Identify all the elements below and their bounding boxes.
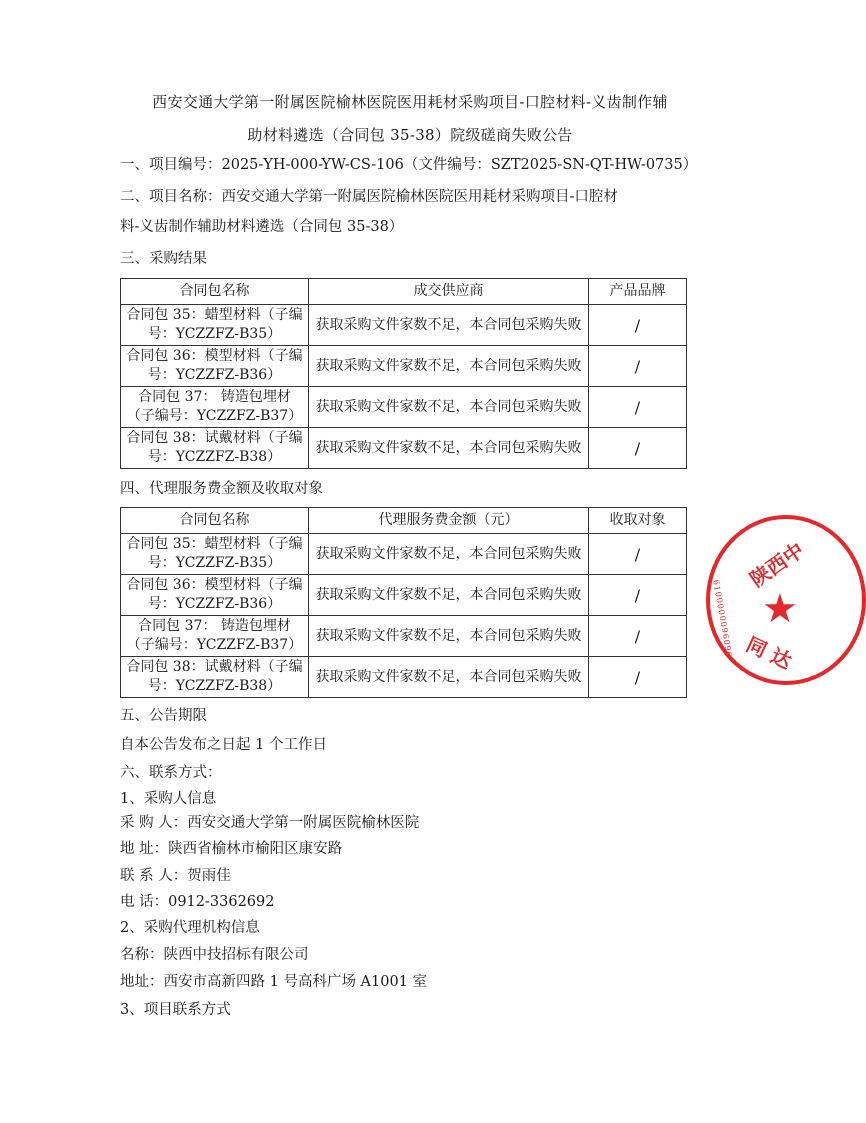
brand-cell: / — [589, 387, 687, 428]
results-table — [120, 278, 687, 469]
supplier-cell: 获取采购文件家数不足，本合同包采购失败 — [309, 305, 589, 346]
fee-cell: 获取采购文件家数不足，本合同包采购失败 — [309, 575, 589, 616]
supplier-cell: 获取采购文件家数不足，本合同包采购失败 — [309, 387, 589, 428]
seal-bottom-text: 同 达 — [742, 632, 796, 674]
payer-cell: / — [589, 534, 687, 575]
fee-cell: 获取采购文件家数不足，本合同包采购失败 — [309, 616, 589, 657]
notice-period: 自本公告发布之日起 1 个工作日 — [120, 737, 327, 753]
header-supplier: 成交供应商 — [309, 279, 589, 305]
package-cell: 合同包 38：试戴材料（子编号：YCZZFZ-B38） — [121, 657, 309, 698]
project-name-line-2: 料-义齿制作辅助材料遴选（合同包 35-38） — [120, 219, 404, 235]
header-package: 合同包名称 — [121, 279, 309, 305]
package-cell: 合同包 35：蜡型材料（子编号：YCZZFZ-B35） — [121, 305, 309, 346]
agency-address: 地址：西安市高新四路 1 号高科广场 A1001 室 — [120, 974, 428, 990]
header-brand: 产品品牌 — [589, 279, 687, 305]
header-payer: 收取对象 — [589, 508, 687, 534]
project-name-line-1: 二、项目名称：西安交通大学第一附属医院榆林医院医用耗材采购项目-口腔材 — [120, 189, 618, 205]
agency-name: 名称：陕西中技招标有限公司 — [120, 947, 309, 963]
table-row — [121, 428, 687, 469]
section-heading-results: 三、采购结果 — [120, 251, 207, 267]
payer-cell: / — [589, 575, 687, 616]
table-header-row — [121, 508, 687, 534]
section-heading-period: 五、公告期限 — [120, 708, 207, 724]
package-cell: 合同包 36：模型材料（子编号：YCZZFZ-B36） — [121, 575, 309, 616]
package-cell: 合同包 38：试戴材料（子编号：YCZZFZ-B38） — [121, 428, 309, 469]
section-heading-contact: 六、联系方式： — [120, 765, 222, 781]
fee-cell: 获取采购文件家数不足，本合同包采购失败 — [309, 657, 589, 698]
supplier-cell: 获取采购文件家数不足，本合同包采购失败 — [309, 346, 589, 387]
fee-cell: 获取采购文件家数不足，本合同包采购失败 — [309, 534, 589, 575]
payer-cell: / — [589, 657, 687, 698]
notice-title — [120, 86, 700, 152]
header-package: 合同包名称 — [121, 508, 309, 534]
buyer-info-heading: 1、采购人信息 — [120, 791, 217, 807]
section-heading-fees: 四、代理服务费金额及收取对象 — [120, 481, 323, 497]
payer-cell: / — [589, 616, 687, 657]
table-row — [121, 657, 687, 698]
project-number: 一、项目编号：2025-YH-000-YW-CS-106（文件编号：SZT2025-SN-QT-HW-0735） — [120, 157, 698, 173]
table-row — [121, 575, 687, 616]
seal-code-text: 6100000096096 — [711, 579, 734, 659]
agency-info-heading: 2、采购代理机构信息 — [120, 920, 260, 936]
brand-cell: / — [589, 346, 687, 387]
package-cell: 合同包 36：模型材料（子编号：YCZZFZ-B36） — [121, 346, 309, 387]
official-seal-stamp — [706, 515, 866, 685]
fees-table — [120, 507, 687, 698]
buyer-contact-person: 联 系 人：贺雨佳 — [120, 868, 231, 884]
table-header-row — [121, 279, 687, 305]
project-contact-heading: 3、项目联系方式 — [120, 1002, 231, 1018]
supplier-cell: 获取采购文件家数不足，本合同包采购失败 — [309, 428, 589, 469]
brand-cell: / — [589, 428, 687, 469]
package-cell: 合同包 35：蜡型材料（子编号：YCZZFZ-B35） — [121, 534, 309, 575]
buyer-name: 采 购 人：西安交通大学第一附属医院榆林医院 — [120, 815, 420, 831]
seal-top-text: 陕西中 — [745, 537, 809, 592]
buyer-address: 地 址：陕西省榆林市榆阳区康安路 — [120, 841, 343, 857]
table-row — [121, 305, 687, 346]
table-row — [121, 616, 687, 657]
table-row — [121, 387, 687, 428]
brand-cell: / — [589, 305, 687, 346]
header-fee: 代理服务费金额（元） — [309, 508, 589, 534]
title-line-2: 助材料遴选（合同包 35-38）院级磋商失败公告 — [247, 126, 573, 144]
seal-star-icon: ★ — [762, 586, 798, 632]
table-row — [121, 534, 687, 575]
package-cell: 合同包 37： 铸造包埋材（子编号：YCZZFZ-B37） — [121, 616, 309, 657]
buyer-phone: 电 话：0912-3362692 — [120, 894, 275, 910]
table-row — [121, 346, 687, 387]
package-cell: 合同包 37： 铸造包埋材（子编号：YCZZFZ-B37） — [121, 387, 309, 428]
title-line-1: 西安交通大学第一附属医院榆林医院医用耗材采购项目-口腔材料-义齿制作辅 — [152, 93, 668, 111]
